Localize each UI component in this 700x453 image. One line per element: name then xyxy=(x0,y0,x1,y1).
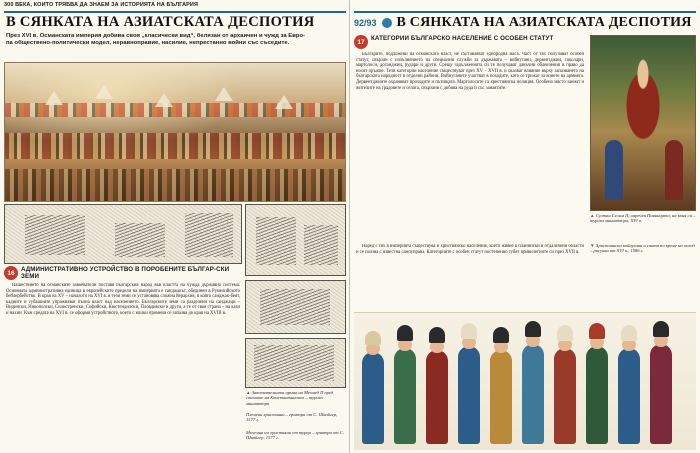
intro-line: През XVI в. Османската империя добива своя „класически вид“, белязан от архаичен и чужд за Евро- xyxy=(6,33,306,39)
procession-illustration-image xyxy=(354,312,696,450)
section-heading xyxy=(354,35,584,49)
section-number-badge: 16 xyxy=(4,266,18,280)
running-head: 300 ВЕКА, КОИТО ТРЯБВА ДА ЗНАЕМ ЗА ИСТОРИЯТА НА БЪЛГАРИЯ xyxy=(4,2,199,8)
page-title: В СЯНКАТА НА АЗИАТСКАТА ДЕСПОТИЯ xyxy=(6,14,315,30)
body-text xyxy=(356,52,584,240)
section-heading xyxy=(4,266,242,280)
caption-text: Мъчения на християни от турци – гравюра от С. Швайгер, 1577 г. xyxy=(246,430,344,441)
caption-text: Завоевателната армия на Мехмед II пред стените на Константинопол – турска миниатюра xyxy=(246,390,334,406)
caption-text: Християнски войнугани и свита по време на поход – рисунка от XVI в., 1586 г. xyxy=(590,243,695,254)
caption xyxy=(590,243,696,254)
body-paragraph: Нашествието на османските завоеватели поставя българския народ във властта на чужда държавна система. Основната административна единица в европейските предели на империята е санджакът, обединен в Румелийското бейлербейство. В края на XV – началото на XVI в. в тези земи се установява сложна йерархия, в която санджак-беят, кадиите и субашиите упражняват пълна власт над населението. Българските земи са разделени на санджаци – Видински, Никополски, Силистренски, Софийски, Кюстендилски, Пловдивски и други, а те от своя страна – на кази и нахии. Към средата на XVI в. се оформя устройството, което с малки промени се запазва до края на XVIII в. xyxy=(6,283,240,316)
caption-marker-icon: ▲ xyxy=(246,390,251,395)
caption xyxy=(246,430,346,441)
caption xyxy=(590,213,696,224)
caption-text: Султан Селим II, наречен Пияницата, на коня си – турска миниатюра, XVI в. xyxy=(590,213,696,224)
body-text xyxy=(6,283,240,449)
caption xyxy=(246,412,346,423)
siege-painting-image xyxy=(4,62,346,202)
body-paragraph: Наред с тях в империята съществува и християнско население, което живее в планински и отдалечени области и се ползва с известна самоуправа. Категориите с особен статут постепенно губят привилегиите си през XVII в. xyxy=(356,244,584,255)
caption xyxy=(246,390,346,406)
bullet-icon xyxy=(382,18,392,28)
engraving-image xyxy=(245,204,346,276)
page-numbers: 92/93 xyxy=(354,18,377,28)
captives-engraving-image xyxy=(4,204,242,264)
engraving-image xyxy=(245,280,346,334)
caption-text: Пленени християни – гравюра от С. Швайгер, 1577 г. xyxy=(246,412,338,423)
section-title: КАТЕГОРИИ БЪЛГАРСКО НАСЕЛЕНИЕ С ОСОБЕН СТАТУТ xyxy=(371,35,554,42)
section-title: АДМИНИСТРАТИВНО УСТРОЙСТВО В ПОРОБЕНИТЕ БЪЛГАР-СКИ ЗЕМИ xyxy=(21,266,230,281)
page-title: В СЯНКАТА НА АЗИАТСКАТА ДЕСПОТИЯ xyxy=(396,15,692,30)
section-number-badge: 17 xyxy=(354,35,368,49)
header-rule xyxy=(4,11,346,13)
engraving-image xyxy=(245,338,346,388)
body-paragraph: Българите, подложени на османската власт, не съставляват еднородна маса. Част от тях получават особен статут, свързан с изпълнението на специални служби за държавата – войнугани, дервентджии, соколари, мартолоси, доганджии, рудари и други. Срещу задълженията си те получават данъчни облекчения и право да носят оръжие. Тези категории население съществуват през XV – XVII в. и оказват влияние върху запазването на българската народност в отделни райони. Войнуганите участват в походите, като се грижат за конете на армията. Дервентджиите охраняват проходите и пътищата. Мартолосите са християнска полиция. Особено място заемат и жителите на градовете и селата, свързани с добива на руда и със занаятите. xyxy=(356,52,584,91)
caption-marker-icon: ▲ xyxy=(590,213,595,218)
intro-line: па обществено-политически модел, неравноправие, насилие, непрестанно войни със съседите. xyxy=(6,40,290,47)
sultan-miniature-image xyxy=(590,35,696,211)
right-page xyxy=(350,0,700,453)
body-text xyxy=(356,244,584,308)
intro-lead xyxy=(6,33,344,47)
caption-marker-icon: ▼ xyxy=(590,243,595,248)
title-row xyxy=(354,13,696,33)
